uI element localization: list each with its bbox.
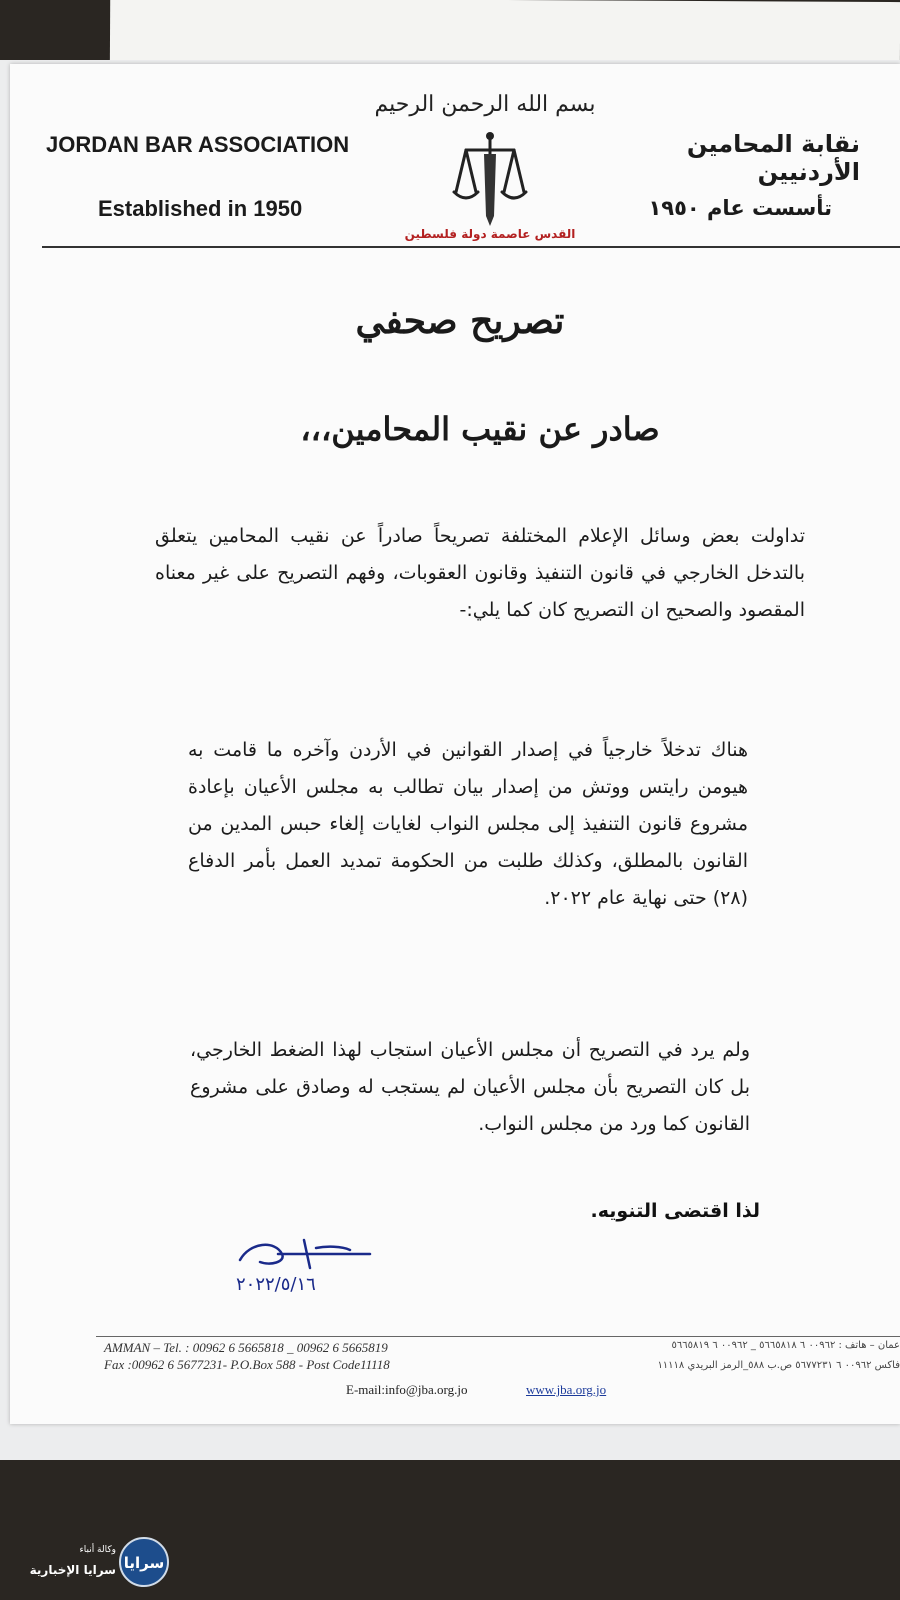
org-name-en: JORDAN BAR ASSOCIATION <box>46 132 350 157</box>
saraya-news-logo <box>29 1536 170 1588</box>
handwritten-date: ٢٠٢٢/٥/١٦ <box>236 1274 316 1295</box>
footer-tel-ar: عمان – هاتف : ٠٠٩٦٢ ٦ ٥٦٦٥٨١٨ _ ٠٠٩٦٢ ٦ ٥٦٦٥٨١٩ <box>671 1340 900 1351</box>
document-title: تصريح صحفي <box>355 300 565 342</box>
footer-fax-ar: فاكس ٠٠٩٦٢ ٦ ٥٦٧٧٢٣١ ص.ب ٥٨٨_الرمز البريدي ١١١١٨ <box>657 1360 900 1371</box>
scales-of-justice-emblem <box>450 130 530 230</box>
paragraph-intro: تداولت بعض وسائل الإعلام المختلفة تصريحاً صادراً عن نقيب المحامين يتعلق بالتدخل الخارجي في قانون التنفيذ وقانون العقوبات، وفهم التصريح على غير معناه المقصود والصحيح ان التصريح كان كما يلي:- <box>155 525 805 621</box>
header-rule <box>42 246 900 248</box>
bismillah-heading: بسم الله الرحمن الرحيم <box>374 92 596 117</box>
emblem-caption: القدس عاصمة دولة فلسطين <box>404 227 576 241</box>
logo-brand-text: سرايا <box>123 1554 165 1572</box>
paragraph-statement: هناك تدخلاً خارجياً في إصدار القوانين في الأردن وآخره ما قامت به هيومن رايتس ووتش من إصدار بيان تطالب به مجلس الأعيان بإعادة مشروع قانون التنفيذ إلى مجلس النواب لغايات إلغاء حبس المدين من القانون بالمطلق، وكذلك طلبت من الحكومة تمديد العمل بأمر الدفاع (٢٨) حتى نهاية عام ٢٠٢٢. <box>188 739 748 909</box>
footer-rule <box>96 1336 900 1337</box>
footer-tel-en: AMMAN – Tel. : 00962 6 5665818 _ 00962 6 5665819 <box>104 1340 388 1355</box>
established-en: Established in 1950 <box>98 196 303 221</box>
org-name-ar: نقابة المحامين الأردنيين <box>686 130 860 186</box>
document-subtitle: صادر عن نقيب المحامين،،، <box>300 410 660 448</box>
logo-tagline: وكالة أنباء <box>79 1545 116 1555</box>
established-ar: تأسست عام ١٩٥٠ <box>648 196 832 220</box>
footer-email[interactable]: E-mail:info@jba.org.jo <box>346 1382 468 1397</box>
closing-line: لذا اقتضى التنويه. <box>590 1200 760 1222</box>
logo-name: سرايا الإخبارية <box>29 1563 116 1577</box>
footer-fax-en: Fax :00962 6 5677231- P.O.Box 588 - Post Code11118 <box>104 1357 390 1372</box>
footer-website-link[interactable]: www.jba.org.jo <box>526 1382 607 1397</box>
signature <box>230 1232 390 1302</box>
paragraph-clarification: ولم يرد في التصريح أن مجلس الأعيان استجاب لهذا الضغط الخارجي، بل كان التصريح بأن مجلس الأعيان لم يستجب له وصادق على مشروع القانون كما ورد من مجلس النواب. <box>190 1039 750 1135</box>
